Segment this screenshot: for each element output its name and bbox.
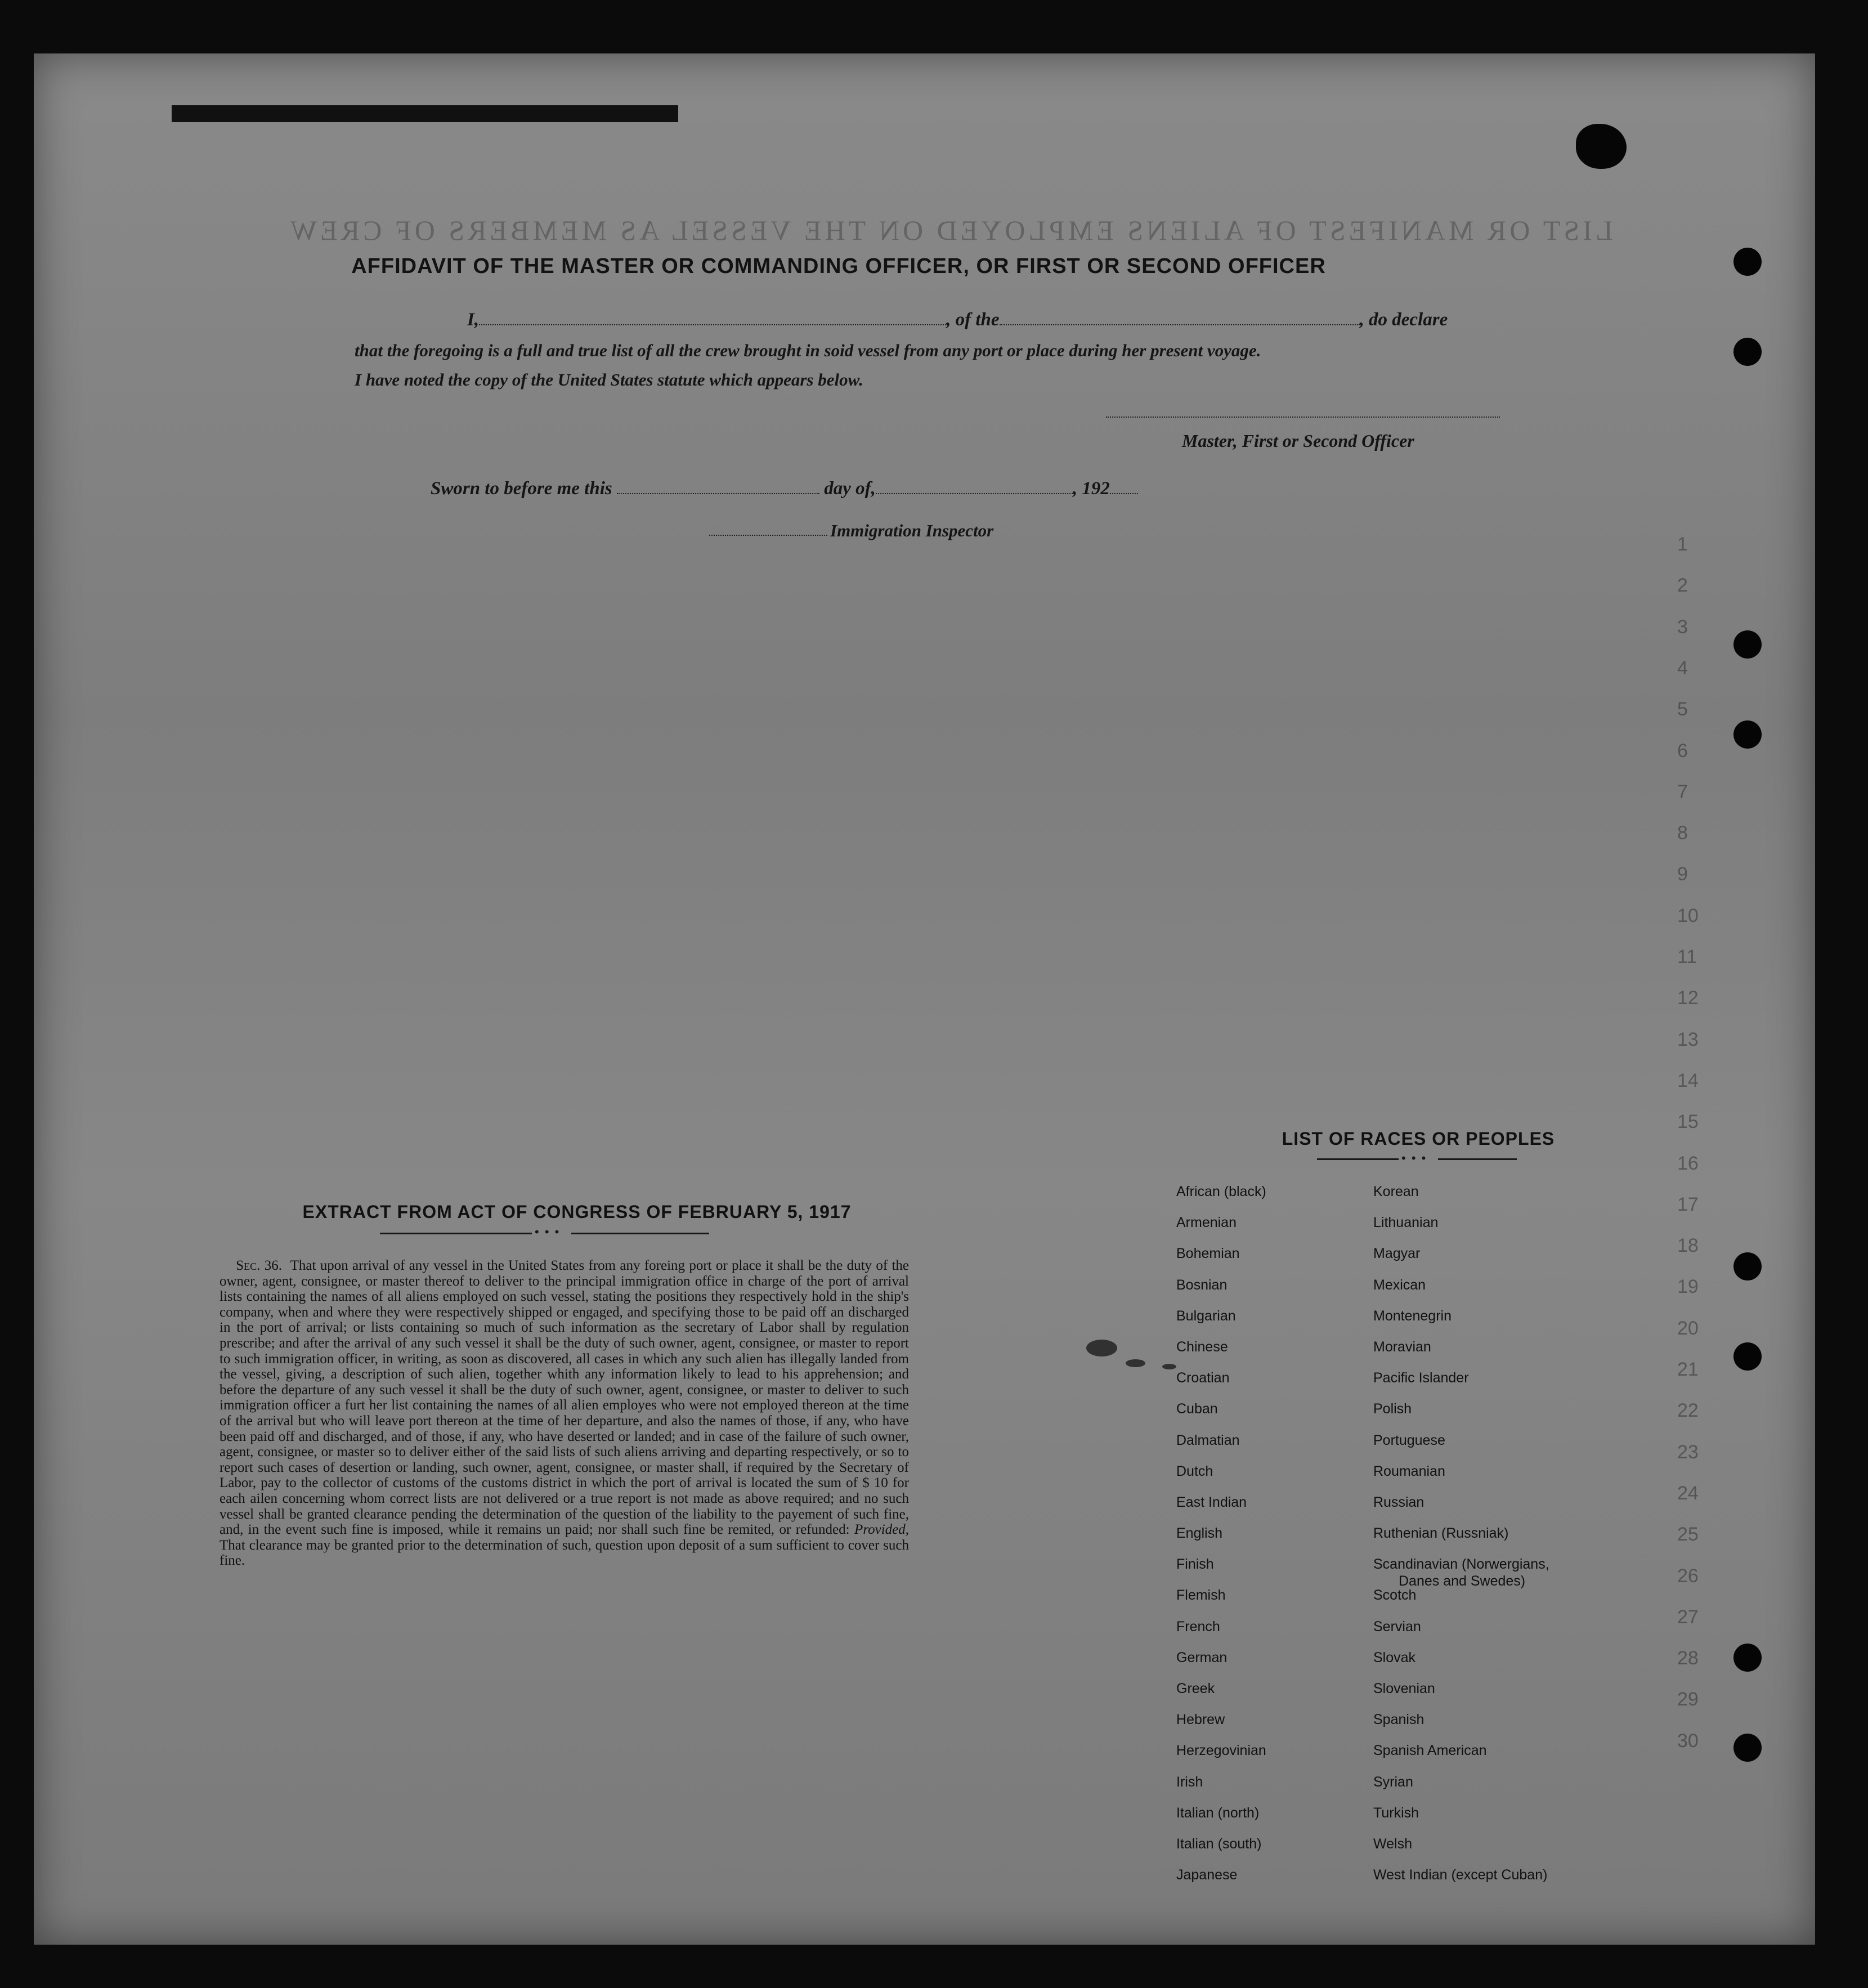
race-item: German — [1176, 1649, 1228, 1665]
binder-hole — [1733, 248, 1762, 276]
race-item: English — [1176, 1525, 1222, 1542]
row-number: 15 — [1677, 1111, 1699, 1133]
blank-month — [876, 493, 1073, 494]
extract-provided: Provided, — [854, 1522, 910, 1538]
binder-hole — [1733, 1342, 1762, 1371]
race-item: West Indian (except Cuban) — [1373, 1867, 1548, 1883]
race-item: Finish — [1176, 1556, 1214, 1573]
section-number: Sec. 36. — [236, 1258, 282, 1273]
ink-stain — [1086, 1340, 1117, 1356]
binder-hole — [1733, 1734, 1762, 1762]
race-item: Dalmatian — [1176, 1432, 1240, 1448]
race-item: Cuban — [1176, 1401, 1218, 1417]
races-divider-left — [1317, 1158, 1399, 1160]
row-number: 20 — [1677, 1317, 1699, 1339]
race-item: Syrian — [1373, 1774, 1413, 1790]
row-number: 2 — [1677, 575, 1688, 597]
row-number: 7 — [1677, 781, 1688, 803]
race-item: Bohemian — [1176, 1246, 1240, 1262]
race-continuation: Danes and Swedes) — [1399, 1573, 1526, 1589]
sworn-prefix: Sworn to before me this — [431, 478, 612, 499]
binder-hole — [1733, 338, 1762, 366]
extract-text-a: That upon arrival of any vessel in the United States from any foreing port or place it shall be the duty of the owner, agent, consignee, or master thereof to deliver to the principal immigration office in charge of the port of arrival lists containing the names of all aliens employed on such vessel, stating the positions they respectively hold in the ship's company, when and where they were respectively shipped or engaged, and specifying those to be paid off an discharged in the port of arrival; or lists containing so much of such information as the secretary of Labor shall by regulation prescribe; and after the arrival of any such vessel it shall be the duty of such owner, agent, consignee, or master to report to such immigration officer, in writing, as soon as discovered, all cases in which any such alien has illegally landed from the vessel, giving, a description of such alien, together whith any information likely to lead to his apprehension; and before the departure of any such vessel it shall be the duty of such owner, agent, consignee, or master to deliver to such immigration officer a furt her list containing the names of all alien employes who were not employed thereon at the time of the arrival but who will leave port thereon at the time of her departure, and also the names of those, if any, who have been paid off and discharged, and of those, if any, who have deserted or landed; and in case of the failure of such owner, agent, consignee, or master so to deliver either of the said lists of such aliens arriving and departing respectively, or so to report such cases of desertion or landing, such owner, agent, consignee, or master shall, if required by the Secretary of Labor, pay to the collector of customs of the customs district in which the port of arrival is located the sum of $ 10 for each ailen concerning whom correct lists are not delivered or a true report is not made as above required; and no such vessel shall be granted clearance pending the determination of the question of the liability to the payement of such fine, and, in the event such fine is imposed, while it remains un paid; nor shall such fine be remited, or refunded: — [219, 1258, 910, 1538]
sworn-year: , 192 — [1072, 478, 1110, 499]
race-item: Scandinavian (Norwergians, — [1373, 1556, 1549, 1573]
row-number: 18 — [1677, 1235, 1699, 1257]
race-item: Hebrew — [1176, 1712, 1225, 1728]
race-item: Russian — [1373, 1494, 1424, 1510]
row-number: 21 — [1677, 1359, 1699, 1380]
race-item: Irish — [1176, 1774, 1203, 1790]
signature-line — [1106, 417, 1500, 418]
races-right-column — [1373, 1184, 1549, 1898]
race-item: Polish — [1373, 1401, 1412, 1417]
races-divider-right — [1438, 1158, 1517, 1160]
sworn-day: day of, — [824, 478, 876, 499]
races-left-column — [1176, 1184, 1266, 1898]
race-item: African (black) — [1176, 1184, 1266, 1199]
row-number: 13 — [1677, 1028, 1699, 1050]
row-number: 11 — [1677, 946, 1697, 968]
race-item: Italian (north) — [1176, 1805, 1260, 1821]
race-item: Ruthenian (Russniak) — [1373, 1525, 1509, 1542]
row-number: 30 — [1677, 1730, 1699, 1752]
binder-hole — [1733, 1644, 1762, 1672]
row-number: 6 — [1677, 740, 1688, 762]
race-item: Lithuanian — [1373, 1215, 1439, 1231]
affidavit-declare: , do declare — [1359, 310, 1448, 330]
race-item: Croatian — [1176, 1370, 1230, 1386]
race-item: Spanish American — [1373, 1743, 1487, 1759]
race-item: Bulgarian — [1176, 1308, 1236, 1324]
row-number: 1 — [1677, 534, 1688, 555]
row-number: 26 — [1677, 1565, 1699, 1587]
row-number: 3 — [1677, 616, 1688, 638]
row-number: 10 — [1677, 905, 1699, 926]
divider-right — [571, 1233, 709, 1234]
race-item: Roumanian — [1373, 1463, 1445, 1479]
row-number: 14 — [1677, 1069, 1699, 1091]
row-number: 9 — [1677, 863, 1688, 885]
race-item: East Indian — [1176, 1494, 1247, 1510]
race-item: Dutch — [1176, 1463, 1213, 1479]
race-item: Herzegovinian — [1176, 1743, 1266, 1759]
row-number: 29 — [1677, 1689, 1699, 1711]
race-item: French — [1176, 1618, 1220, 1635]
race-item: Flemish — [1176, 1587, 1226, 1604]
row-number: 27 — [1677, 1606, 1699, 1628]
race-item: Italian (south) — [1176, 1835, 1262, 1852]
blank-date — [617, 493, 819, 494]
race-item: Magyar — [1373, 1246, 1421, 1262]
race-item: Portuguese — [1373, 1432, 1445, 1448]
race-item: Chinese — [1176, 1338, 1228, 1355]
manifest-sheet — [34, 53, 1815, 1945]
row-number: 12 — [1677, 987, 1699, 1009]
row-number: 24 — [1677, 1482, 1699, 1504]
divider-ornament: • • • — [535, 1225, 561, 1239]
row-number: 22 — [1677, 1400, 1699, 1422]
affidavit-title: AFFIDAVIT OF THE MASTER OR COMMANDING OFFICER, OR FIRST OR SECOND OFFICER — [351, 254, 1326, 278]
race-item: Welsh — [1373, 1835, 1413, 1852]
inspector-label: Immigration Inspector — [830, 521, 994, 540]
divider-left — [380, 1233, 532, 1234]
race-item: Korean — [1373, 1184, 1419, 1199]
binder-hole — [1733, 630, 1762, 659]
race-item: Turkish — [1373, 1805, 1419, 1821]
race-item: Mexican — [1373, 1277, 1426, 1293]
row-number: 28 — [1677, 1647, 1699, 1669]
extract-text-b: That clearance may be granted prior to the determination of such, question upon deposit of a sum sufficient to cover such fine. — [219, 1537, 909, 1569]
affidavit-i: I, — [467, 310, 480, 330]
inspector-signature-line — [709, 535, 827, 536]
blank-name — [479, 324, 946, 325]
row-number: 5 — [1677, 699, 1688, 720]
races-divider-ornament: • • • — [1401, 1151, 1427, 1165]
affidavit-line-3: I have noted the copy of the United States statute which appears below. — [355, 370, 863, 389]
binder-hole — [1733, 720, 1762, 749]
row-number: 16 — [1677, 1152, 1699, 1174]
race-item: Greek — [1176, 1681, 1215, 1696]
affidavit-of-the: , of the — [946, 310, 1000, 330]
race-item: Slovak — [1373, 1649, 1416, 1665]
torn-edge — [172, 105, 678, 122]
blank-year — [1110, 493, 1138, 494]
race-item: Slovenian — [1373, 1681, 1435, 1696]
race-item: Bosnian — [1176, 1277, 1228, 1293]
affidavit-line-2: that the foregoing is a full and true list of all the crew brought in soid vessel from any port or place during her present voyage. — [355, 341, 1261, 360]
signature-label: Master, First or Second Officer — [1182, 431, 1414, 451]
ink-stain — [1162, 1364, 1176, 1369]
race-item: Japanese — [1176, 1867, 1238, 1883]
binder-hole — [1733, 1252, 1762, 1280]
race-item: Scotch — [1373, 1587, 1417, 1604]
row-number: 8 — [1677, 822, 1688, 844]
row-number: 23 — [1677, 1441, 1699, 1463]
races-title: LIST OF RACES OR PEOPLES — [1282, 1129, 1555, 1149]
affidavit-line-1 — [467, 310, 1448, 330]
race-item: Armenian — [1176, 1215, 1237, 1231]
row-number: 25 — [1677, 1524, 1699, 1546]
row-number: 4 — [1677, 657, 1688, 679]
blank-vessel — [1000, 324, 1360, 325]
row-number: 19 — [1677, 1276, 1699, 1298]
race-item: Pacific Islander — [1373, 1370, 1469, 1386]
race-item: Servian — [1373, 1618, 1421, 1635]
ink-stain — [1126, 1359, 1145, 1367]
bleed-through-header: LIST OR MANIFEST OF ALIENS EMPLOYED ON THE VESSEL AS MEMBERS OF CREW — [287, 214, 1613, 246]
race-item: Montenegrin — [1373, 1308, 1452, 1324]
extract-title: EXTRACT FROM ACT OF CONGRESS OF FEBRUARY 5, 1917 — [302, 1202, 852, 1222]
race-item: Spanish — [1373, 1712, 1424, 1728]
extract-body — [219, 1258, 909, 1569]
row-number: 17 — [1677, 1193, 1699, 1215]
race-item: Moravian — [1373, 1338, 1431, 1355]
sworn-line — [431, 478, 1138, 499]
ink-blot — [1576, 124, 1627, 169]
